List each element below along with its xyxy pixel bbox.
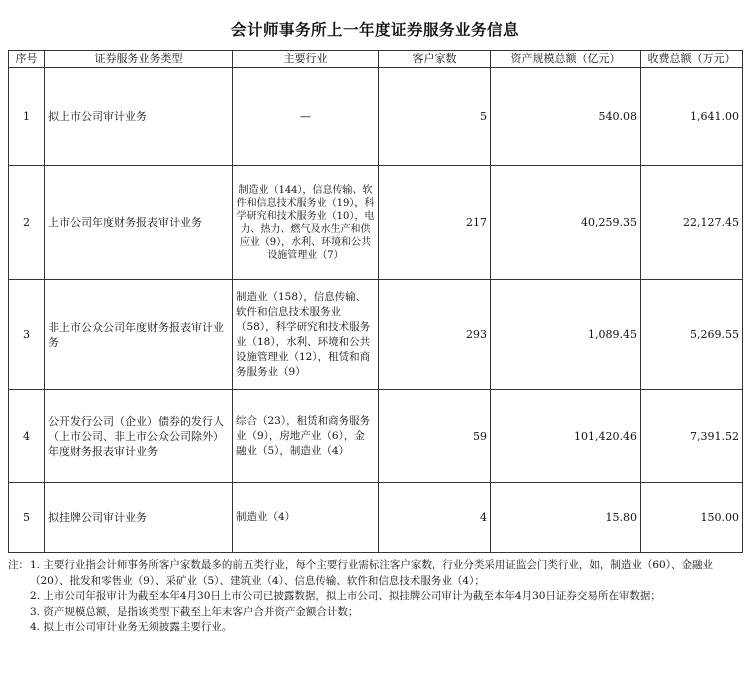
row-service-type: 非上市公众公司年度财务报表审计业务 (45, 280, 233, 390)
header-total-fees: 收费总额（万元） (641, 51, 743, 68)
document-title: 会计师事务所上一年度证券服务业务信息 (230, 21, 519, 39)
row-client-count: 4 (379, 483, 491, 553)
row-total-fees: 150.00 (641, 483, 743, 553)
row-total-assets: 15.80 (491, 483, 641, 553)
header-service-type: 证券服务业务类型 (45, 51, 233, 68)
row-total-assets: 540.08 (491, 68, 641, 166)
row-client-count: 217 (379, 166, 491, 280)
table-row (9, 483, 743, 553)
row-main-industry: — (233, 68, 379, 166)
row-client-count: 59 (379, 390, 491, 483)
row-service-type: 拟上市公司审计业务 (45, 68, 233, 166)
row-client-count: 5 (379, 68, 491, 166)
table-row (9, 390, 743, 483)
row-main-industry: 制造业（4） (233, 483, 379, 553)
row-no: 3 (9, 280, 45, 390)
row-total-fees: 22,127.45 (641, 166, 743, 280)
row-main-industry: 制造业（144），信息传输、软件和信息技术服务业（19），科学研究和技术服务业（10），电力、热力、燃气及水生产和供应业（9），水利、环境和公共设施管理业（7） (233, 166, 379, 280)
row-main-industry: 综合（23），租赁和商务服务业（9），房地产业（6），金融业（5），制造业（4） (233, 390, 379, 483)
row-total-assets: 1,089.45 (491, 280, 641, 390)
row-no: 4 (9, 390, 45, 483)
note-2: 2. 上市公司年报审计为截至本年4月30日上市公司已披露数据，拟上市公司、拟挂牌公司审计为截至本年4月30日证券交易所在审数据； (30, 590, 661, 602)
notes-section (8, 558, 742, 636)
note-4: 4. 拟上市公司审计业务无须披露主要行业。 (30, 621, 233, 633)
row-no: 2 (9, 166, 45, 280)
header-main-industry: 主要行业 (233, 51, 379, 68)
header-client-count: 客户家数 (379, 51, 491, 68)
row-main-industry: 制造业（158），信息传输、软件和信息技术服务业（58），科学研究和技术服务业（18），水利、环境和公共设施管理业（12），租赁和商务服务业（9） (233, 280, 379, 390)
row-total-fees: 7,391.52 (641, 390, 743, 483)
row-total-assets: 40,259.35 (491, 166, 641, 280)
notes-prefix: 注： (8, 559, 29, 571)
row-total-assets: 101,420.46 (491, 390, 641, 483)
note-3: 3. 资产规模总额，是指该类型下截至上年末客户合并资产金额合计数； (30, 605, 359, 618)
table-row (9, 280, 743, 390)
header-total-assets: 资产规模总额（亿元） (491, 51, 641, 68)
row-total-fees: 1,641.00 (641, 68, 743, 166)
table-header-row (9, 51, 743, 68)
table-row (9, 68, 743, 166)
row-service-type: 拟挂牌公司审计业务 (45, 483, 233, 553)
row-no: 1 (9, 68, 45, 166)
table-row (9, 166, 743, 280)
row-client-count: 293 (379, 280, 491, 390)
note-1: 1. 主要行业指会计师事务所客户家数最多的前五类行业，每个主要行业需标注客户家数，行业分类采用证监会门类行业，如，制造业（60）、金融业（20）、批发和零售业（9）、采矿业（5）、建筑业（4）、信息传输、软件和信息技术服务业（4）； (30, 559, 713, 587)
row-no: 5 (9, 483, 45, 553)
row-service-type: 公开发行公司（企业）债券的发行人（上市公司、非上市公众公司除外）年度财务报表审计业务 (45, 390, 233, 483)
row-total-fees: 5,269.55 (641, 280, 743, 390)
row-service-type: 上市公司年度财务报表审计业务 (45, 166, 233, 280)
header-no: 序号 (9, 51, 45, 68)
securities-services-table (8, 50, 743, 553)
